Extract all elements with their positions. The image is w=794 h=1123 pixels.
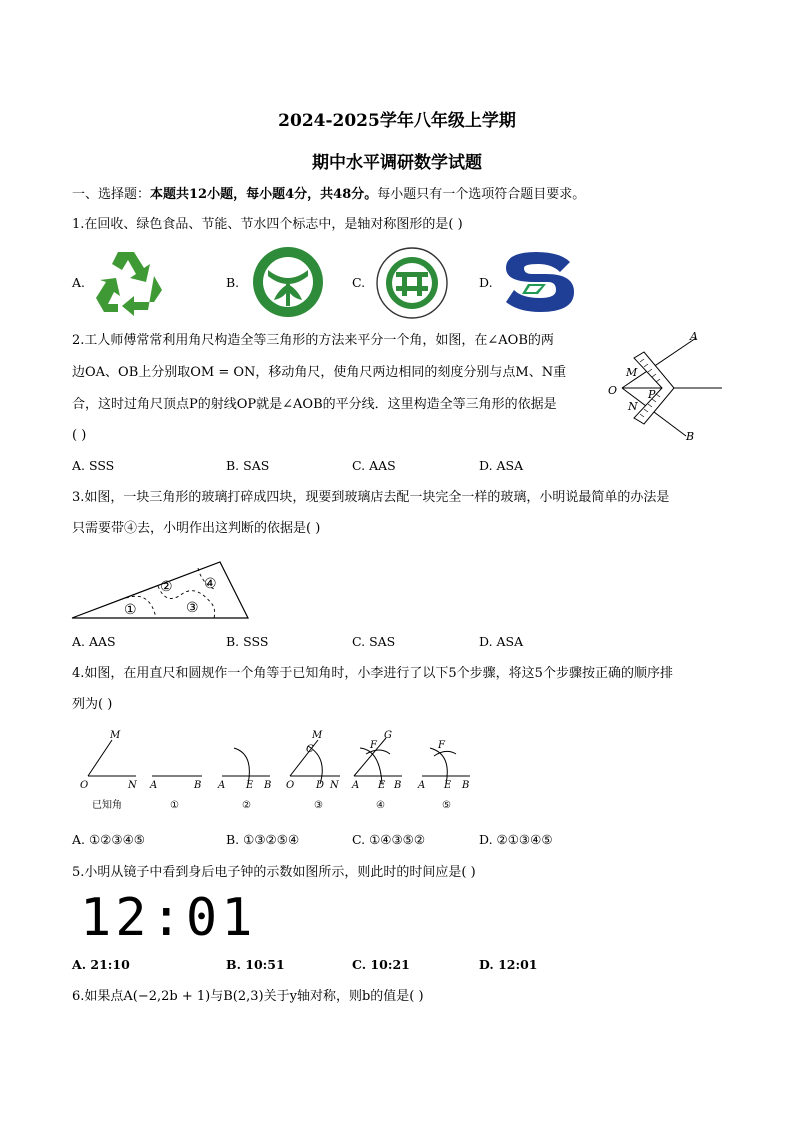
q4-s5-f: F <box>438 740 445 751</box>
section-desc: 本题共12小题，每小题4分，共48分。 <box>150 187 378 202</box>
q4-s2-b: B <box>264 780 272 791</box>
q3-piece-4: ④ <box>204 576 217 592</box>
q4-s5-b: B <box>462 780 470 791</box>
q1-option-c: C. <box>352 275 366 290</box>
q3-piece-1: ① <box>124 602 137 618</box>
q4-s3-n: N <box>330 780 339 791</box>
q2-option-d: D. ASA <box>479 458 524 473</box>
q4-s3-c: C <box>306 744 314 755</box>
q4-s3-m: M <box>312 730 323 741</box>
q4-s5-e: E <box>444 780 452 791</box>
section-tail: 每小题只有一个选项符合题目要求。 <box>377 187 586 202</box>
section-label: 一、选择题： <box>72 187 151 202</box>
q4-option-c: C. ①④③⑤② <box>352 832 426 847</box>
q4-s3-o: O <box>286 780 295 791</box>
q2-line1: 2.工人师傅常常利用角尺构造全等三角形的方法来平分一个角，如图，在∠AOB的两 <box>72 333 554 348</box>
exam-title-line2: 期中水平调研数学试题 <box>312 153 482 173</box>
q4-s2-a: A <box>218 780 226 791</box>
q4-s1-b: B <box>194 780 202 791</box>
q2-option-a: A. SSS <box>72 458 115 473</box>
q4-option-a: A. ①②③④⑤ <box>72 832 146 847</box>
q5-option-c: C. 10:21 <box>352 957 410 972</box>
q2-label-n: N <box>628 400 638 413</box>
q4-caption-known: 已知角 <box>92 800 122 811</box>
q3-option-c: C. SAS <box>352 634 396 649</box>
q2-line3: 合，这时过角尺顶点P的射线OP就是∠AOB的平分线．这里构造全等三角形的依据是 <box>72 397 557 412</box>
q4-caption-4: ④ <box>376 800 385 811</box>
q5-option-a: A. 21:10 <box>72 957 130 972</box>
q4-s3-d: D <box>316 780 325 791</box>
q4-line1: 4.如图，在用直尺和圆规作一个角等于已知角时，小李进行了以下5个步骤，将这5个步骤按正确的顺序排 <box>72 666 673 681</box>
q4-option-d: D. ②①③④⑤ <box>479 832 553 847</box>
q2-label-a: A <box>690 330 698 343</box>
q2-line4: ( ) <box>72 428 87 443</box>
q4-s4-b: B <box>394 780 402 791</box>
q4-caption-2: ② <box>242 800 251 811</box>
q4-known-o: O <box>80 780 89 791</box>
energy-saving-logo-icon <box>375 246 449 320</box>
q2-label-o: O <box>608 384 618 397</box>
q2-option-c: C. AAS <box>352 458 396 473</box>
q3-piece-2: ② <box>160 579 173 595</box>
q4-line2: 列为( ) <box>72 697 113 712</box>
q4-caption-3: ③ <box>314 800 323 811</box>
q4-caption-1: ① <box>170 800 179 811</box>
q4-known-n: N <box>128 780 137 791</box>
q5-option-d: D. 12:01 <box>479 957 538 972</box>
q3-option-d: D. ASA <box>479 634 524 649</box>
q4-known-m: M <box>110 730 121 741</box>
q2-line2: 边OA、OB上分别取OM = ON，移动角尺，使角尺两边相同的刻度分别与点M、N重 <box>72 365 567 380</box>
q1-option-d: D. <box>479 275 493 290</box>
q2-label-b: B <box>686 430 695 443</box>
exam-title-line1: 2024-2025学年八年级上学期 <box>278 111 516 131</box>
q5-option-b: B. 10:51 <box>226 957 285 972</box>
q4-s4-e: E <box>378 780 386 791</box>
q3-line2: 只需要带④去，小明作出这判断的依据是( ) <box>72 521 321 536</box>
q4-s4-f: F <box>370 740 377 751</box>
q4-caption-5: ⑤ <box>442 800 451 811</box>
q3-option-a: A. AAS <box>72 634 116 649</box>
water-saving-logo-icon <box>500 252 580 312</box>
q4-construction-steps-figure <box>76 728 476 814</box>
q5-mirror-clock: 12:01 <box>80 888 257 948</box>
q3-piece-3: ③ <box>186 600 199 616</box>
green-food-logo-icon <box>250 244 326 320</box>
q1-option-a: A. <box>72 275 86 290</box>
q4-s1-a: A <box>150 780 158 791</box>
q4-s4-a: A <box>352 780 360 791</box>
q4-s5-a: A <box>418 780 426 791</box>
q2-label-p: P <box>648 388 656 401</box>
q3-option-b: B. SSS <box>226 634 269 649</box>
q3-line1: 3.如图，一块三角形的玻璃打碎成四块，现要到玻璃店去配一块完全一样的玻璃，小明说最简单的办法是 <box>72 490 670 505</box>
q1-option-b: B. <box>226 275 240 290</box>
q1-stem: 1.在回收、绿色食品、节能、节水四个标志中，是轴对称图形的是( ) <box>72 217 463 232</box>
q3-broken-triangle-figure <box>70 560 252 622</box>
recycle-logo-icon <box>88 246 168 318</box>
q4-option-b: B. ①③②⑤④ <box>226 832 300 847</box>
q2-label-m: M <box>626 366 638 379</box>
q2-angle-ruler-figure <box>600 328 730 444</box>
q2-option-b: B. SAS <box>226 458 270 473</box>
q4-s2-e: E <box>246 780 254 791</box>
q4-s4-g: G <box>384 730 392 741</box>
section-header <box>72 186 585 204</box>
q6-stem: 6.如果点A(−2,2b + 1)与B(2,3)关于y轴对称，则b的值是( ) <box>72 989 424 1004</box>
q5-stem: 5.小明从镜子中看到身后电子钟的示数如图所示，则此时的时间应是( ) <box>72 865 476 880</box>
